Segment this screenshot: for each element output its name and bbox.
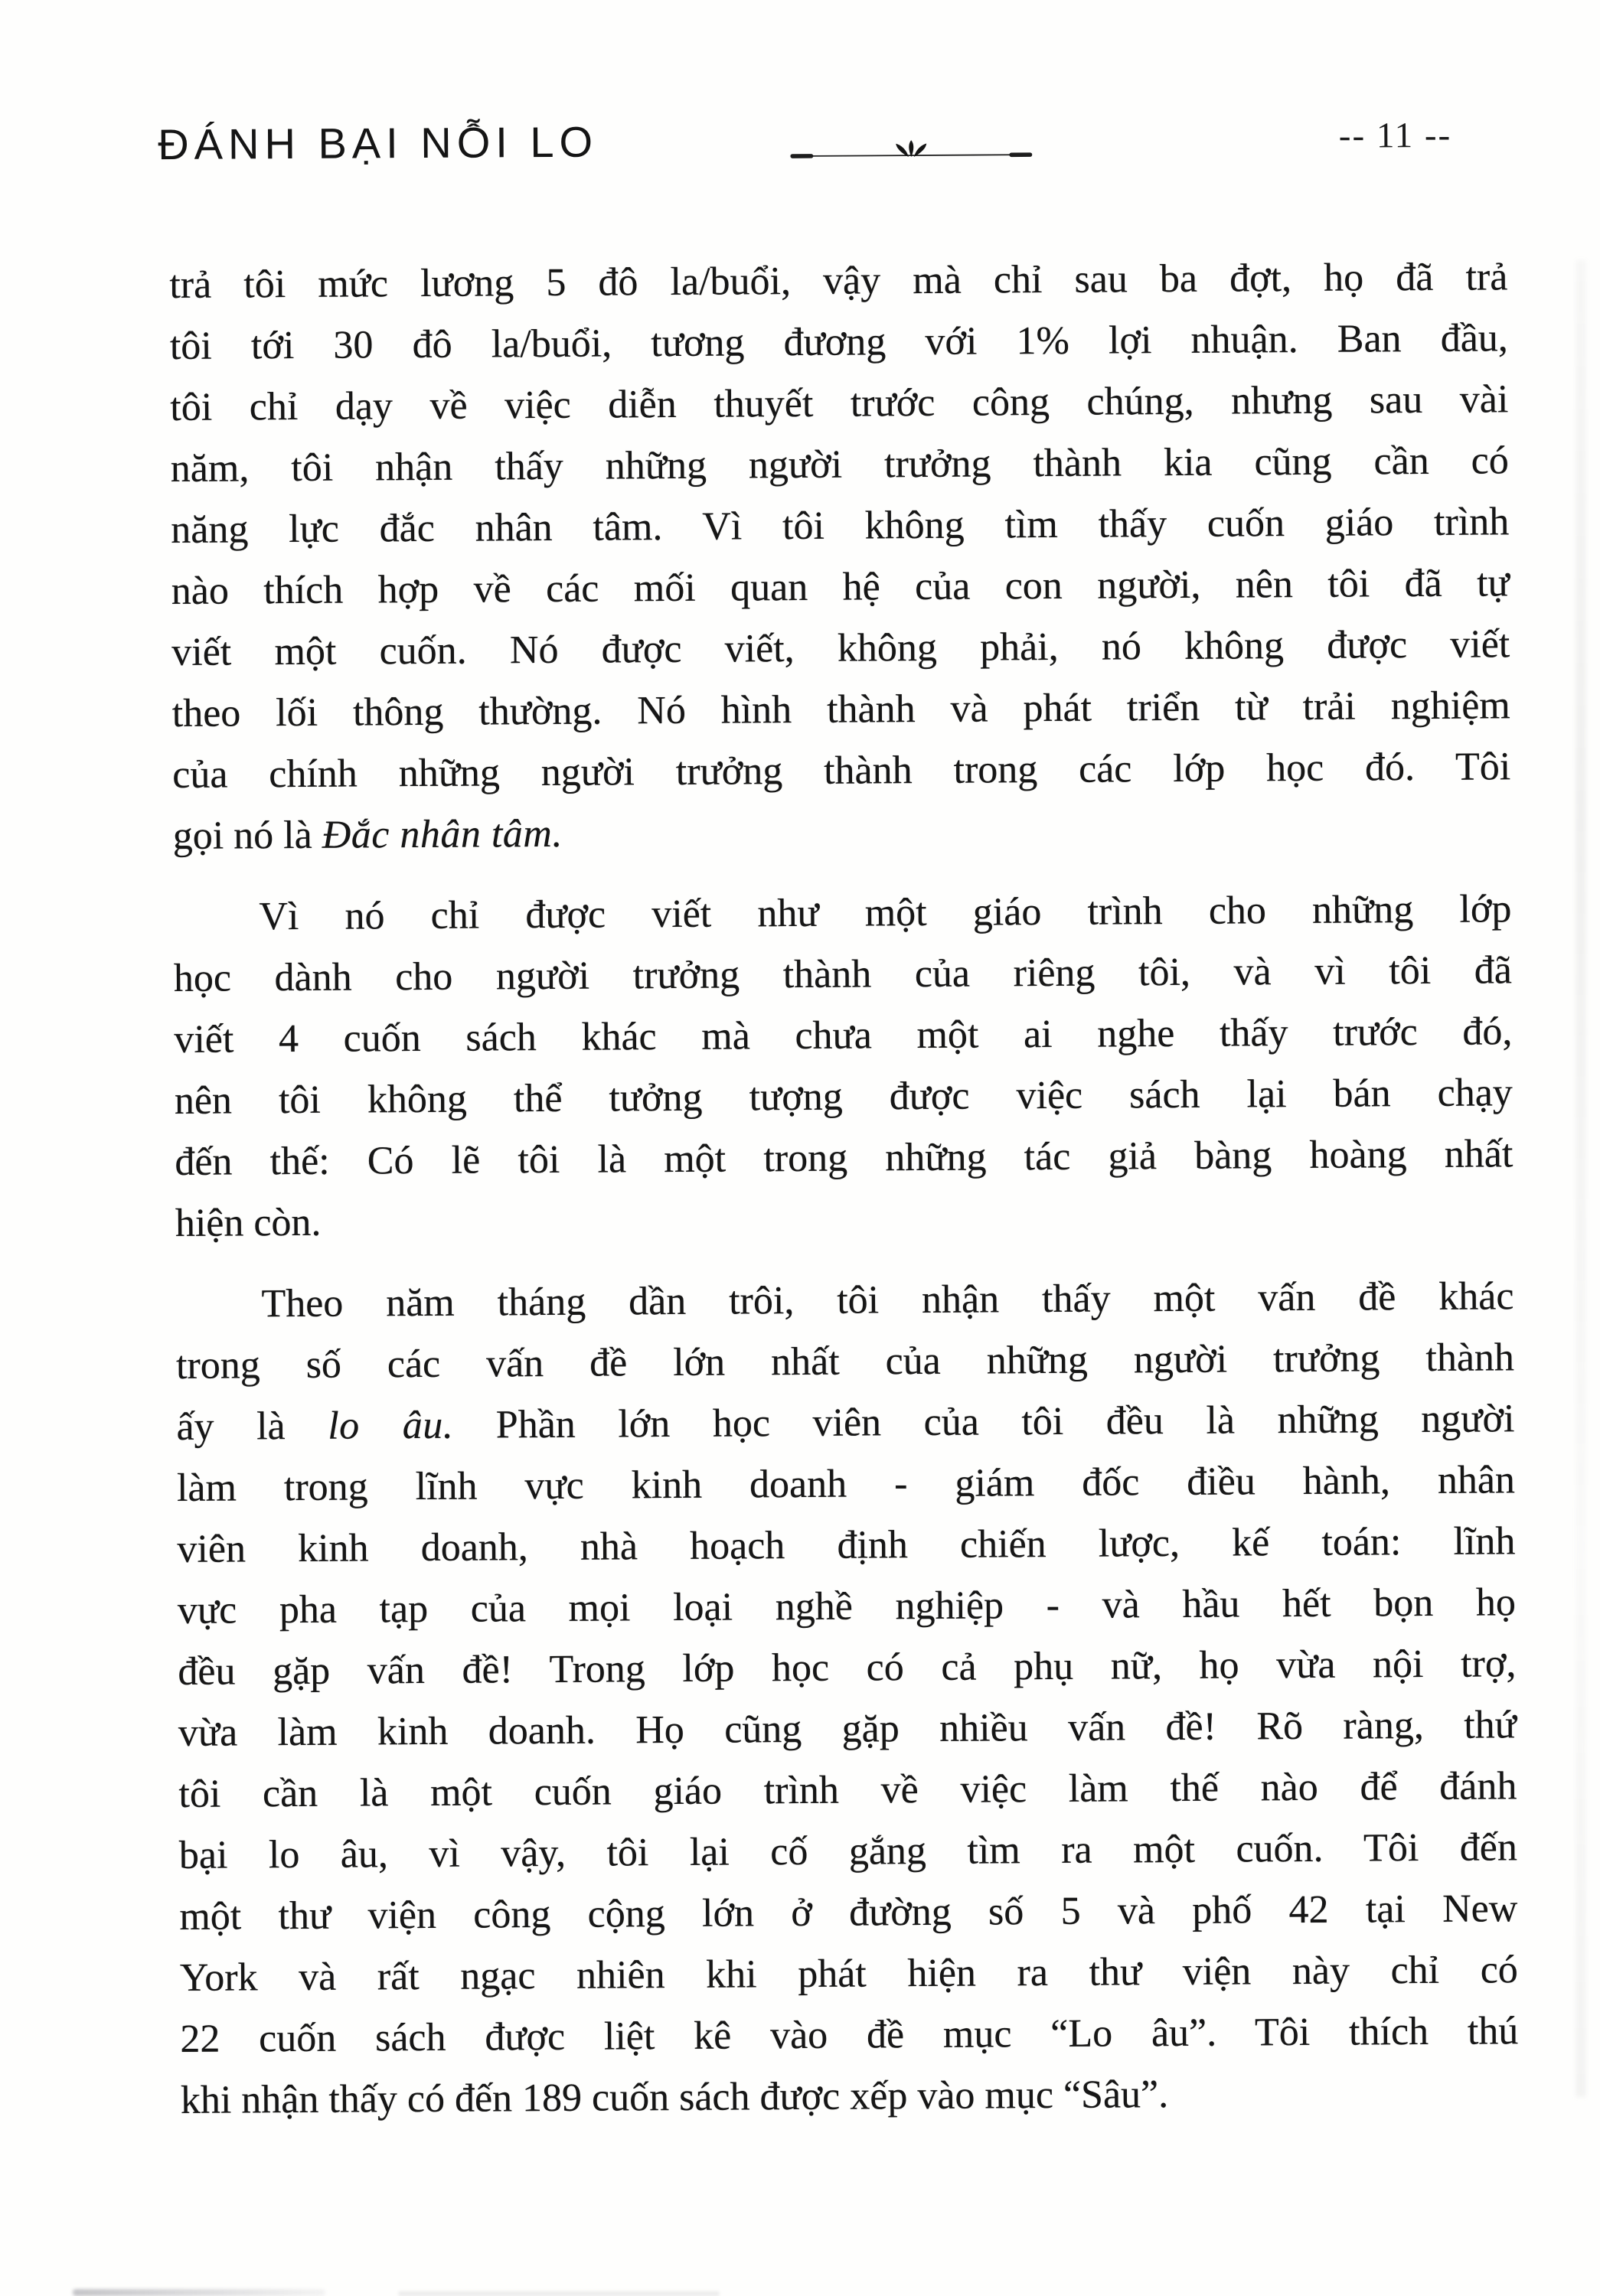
- text-segment: ấy là: [176, 1404, 328, 1449]
- text-line: [181, 2062, 1519, 2131]
- text-line: [173, 879, 1511, 948]
- text-segment: học dành cho người trưởng thành của riêng tôi, và vì tôi đã: [173, 948, 1513, 1000]
- text-segment: bại lo âu, vì vậy, tôi lại cố gắng tìm ra một cuốn. Tôi đến: [178, 1825, 1518, 1877]
- italic-text-segment: lo âu.: [328, 1403, 454, 1448]
- text-line: [173, 797, 1511, 867]
- text-line: [171, 614, 1510, 683]
- text-segment: Vì nó chỉ được viết như một giáo trình cho những lớp: [259, 887, 1512, 939]
- text-line: [170, 369, 1508, 439]
- text-segment: Theo năm tháng dần trôi, tôi nhận thấy một vấn đề khác: [261, 1274, 1514, 1326]
- paragraph: [173, 879, 1513, 1254]
- text-segment: 22 cuốn sách được liệt kê vào đề mục “Lo âu”. Tôi thích thú: [180, 2009, 1519, 2061]
- text-segment: của chính những người trưởng thành trong các lớp học đó. Tôi: [172, 745, 1511, 797]
- paragraph: [169, 246, 1511, 867]
- text-segment: nào thích hợp về các mối quan hệ của con người, nên tôi đã tự: [171, 561, 1510, 613]
- text-line: [171, 553, 1510, 622]
- text-line: [178, 1572, 1516, 1642]
- text-segment: khi nhận thấy có đến 189 cuốn sách được xếp vào mục “Sâu”.: [180, 2073, 1169, 2122]
- text-segment: năng lực đắc nhân tâm. Vì tôi không tìm thấy cuốn giáo trình: [171, 500, 1510, 552]
- text-segment: nên tôi không thể tưởng tượng được việc sách lại bán chạy: [174, 1071, 1513, 1123]
- text-line: [178, 1633, 1516, 1703]
- text-segment: Phần lớn học viên của tôi đều là những người: [453, 1397, 1515, 1447]
- text-line: [174, 940, 1512, 1009]
- text-line: [175, 1185, 1513, 1254]
- text-segment: trong số các vấn đề lớn nhất của những người trưởng thành: [175, 1336, 1515, 1388]
- text-segment: đến thế: Có lẽ tôi là một trong những tác giả bàng hoàng nhất: [175, 1132, 1513, 1184]
- italic-text-segment: Đắc nhân tâm.: [322, 811, 563, 857]
- text-segment: viết một cuốn. Nó được viết, không phải, nó không được viết: [171, 622, 1510, 674]
- text-segment: tôi tới 30 đô la/buổi, tương đương với 1% lợi nhuận. Ban đầu,: [169, 316, 1508, 368]
- text-segment: tôi cần là một cuốn giáo trình về việc làm thế nào để đánh: [178, 1764, 1517, 1816]
- text-segment: theo lối thông thường. Nó hình thành và phát triển từ trải nghiệm: [171, 683, 1510, 735]
- body-text: [169, 246, 1519, 2131]
- text-line: [174, 1001, 1512, 1071]
- page-content: [158, 106, 1519, 2131]
- text-segment: viên kinh doanh, nhà hoạch định chiến lược, kế toán: lĩnh: [177, 1519, 1516, 1571]
- text-line: [178, 1694, 1517, 1764]
- text-segment: hiện còn.: [175, 1200, 322, 1245]
- text-segment: làm trong lĩnh vực kinh doanh - giám đốc điều hành, nhân: [176, 1458, 1516, 1510]
- text-segment: gọi nó là: [172, 813, 322, 858]
- text-segment: vực pha tạp của mọi loại nghề nghiệp - và hầu hết bọn họ: [177, 1580, 1517, 1632]
- text-line: [170, 308, 1508, 377]
- text-line: [179, 1878, 1517, 1948]
- text-line: [175, 1124, 1513, 1193]
- running-title: ĐÁNH BẠI NỖI LO: [158, 117, 599, 169]
- scan-smudge: [398, 2291, 720, 2296]
- text-segment: viết 4 cuốn sách khác mà chưa một ai nghe thấy trước đó,: [174, 1009, 1513, 1062]
- text-segment: tôi chỉ dạy về việc diễn thuyết trước công chúng, nhưng sau vài: [170, 377, 1509, 429]
- fleuron-leaf-icon: [790, 139, 1032, 166]
- text-line: [171, 430, 1509, 500]
- text-segment: một thư viện công cộng lớn ở đường số 5 và phố 42 tại New: [179, 1887, 1518, 1939]
- text-line: [177, 1450, 1515, 1519]
- text-segment: York và rất ngạc nhiên khi phát hiện ra thư viện này chỉ có: [179, 1948, 1519, 2000]
- text-line: [169, 246, 1507, 316]
- text-line: [178, 1756, 1517, 1825]
- text-line: [180, 1939, 1518, 2009]
- page-header: [158, 106, 1507, 188]
- header-divider: [790, 139, 1032, 166]
- text-line: [180, 2001, 1518, 2070]
- scan-smudge: [73, 2289, 325, 2296]
- text-line: [175, 1266, 1513, 1336]
- text-line: [171, 491, 1509, 561]
- text-segment: trả tôi mức lương 5 đô la/buổi, vậy mà chỉ sau ba đợt, họ đã trả: [169, 255, 1508, 307]
- paragraph: [175, 1266, 1519, 2131]
- page-number: -- 11 --: [1338, 115, 1452, 156]
- scan-edge-shade: [1576, 260, 1586, 2097]
- text-line: [179, 1817, 1517, 1887]
- text-line: [175, 1062, 1513, 1132]
- text-segment: năm, tôi nhận thấy những người trưởng thành kia cũng cần có: [170, 439, 1509, 491]
- text-line: [172, 736, 1510, 806]
- text-segment: vừa làm kinh doanh. Họ cũng gặp nhiều vấn đề! Rõ ràng, thứ: [178, 1703, 1517, 1755]
- text-line: [172, 675, 1510, 745]
- text-line: [177, 1511, 1515, 1580]
- text-line: [176, 1327, 1514, 1397]
- text-segment: đều gặp vấn đề! Trong lớp học có cả phụ nữ, họ vừa nội trợ,: [178, 1642, 1517, 1694]
- text-line: [176, 1388, 1514, 1458]
